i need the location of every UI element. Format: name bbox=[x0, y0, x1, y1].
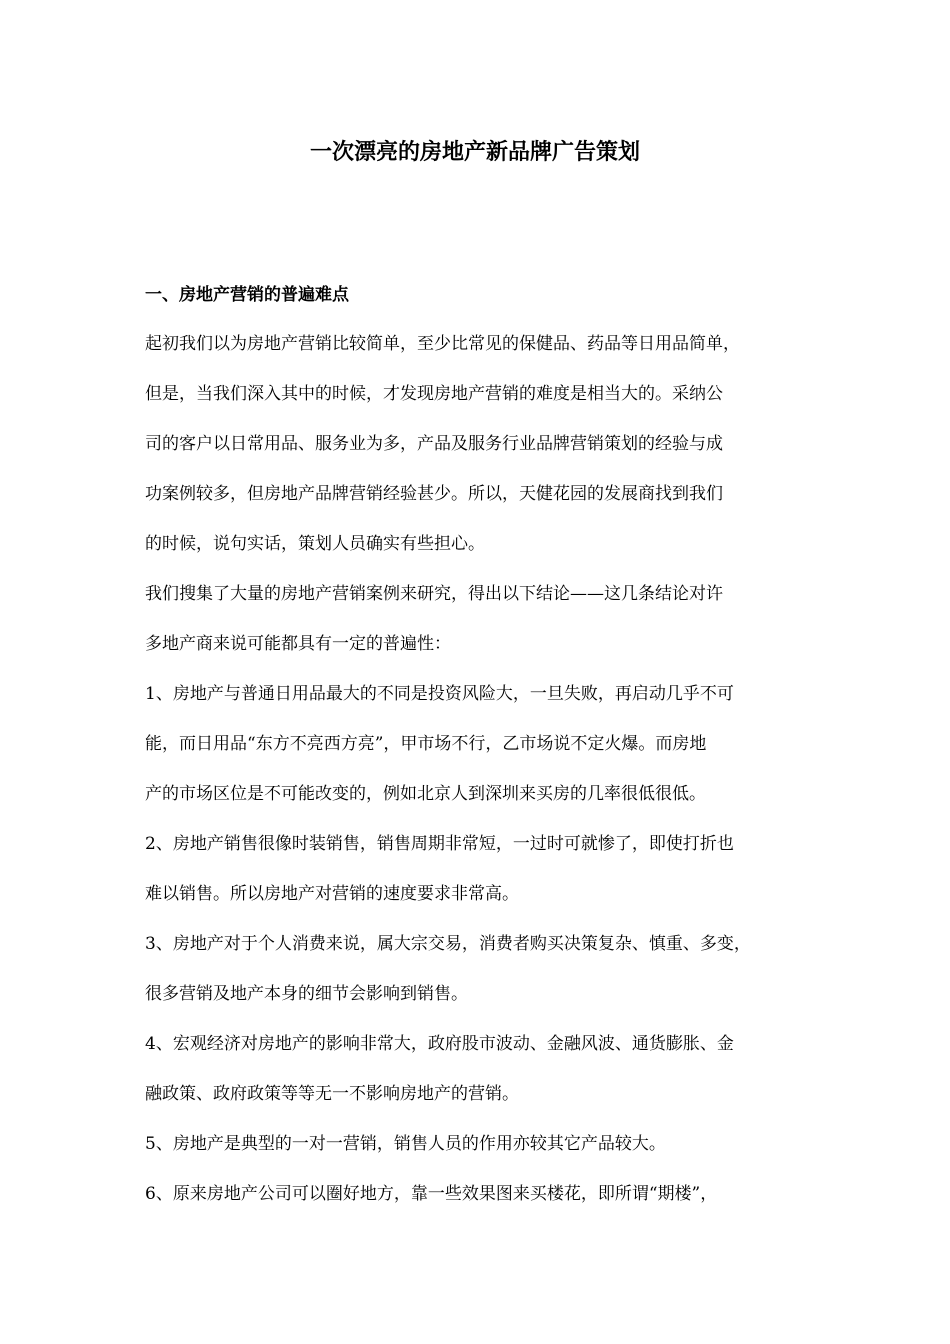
body-line: 难以销售。所以房地产对营销的速度要求非常高。 bbox=[145, 884, 519, 904]
body-line: 功案例较多，但房地产品牌营销经验甚少。所以，天健花园的发展商找到我们 bbox=[145, 484, 723, 504]
body-line: 我们搜集了大量的房地产营销案例来研究，得出以下结论——这几条结论对许 bbox=[145, 584, 723, 604]
body-line: 能，而日用品“东方不亮西方亮”，甲市场不行，乙市场说不定火爆。而房地 bbox=[145, 734, 707, 754]
body-line: 融政策、政府政策等等无一不影响房地产的营销。 bbox=[145, 1084, 519, 1104]
body-line: 起初我们以为房地产营销比较简单，至少比常见的保健品、药品等日用品简单， bbox=[145, 334, 740, 354]
body-line: 司的客户以日常用品、服务业为多，产品及服务行业品牌营销策划的经验与成 bbox=[145, 434, 723, 454]
body-line: 多地产商来说可能都具有一定的普遍性： bbox=[145, 634, 451, 654]
body-line: 很多营销及地产本身的细节会影响到销售。 bbox=[145, 984, 468, 1004]
body-line: 的时候，说句实话，策划人员确实有些担心。 bbox=[145, 534, 485, 554]
body-line: 1、房地产与普通日用品最大的不同是投资风险大，一旦失败，再启动几乎不可 bbox=[145, 684, 734, 704]
body-line: 5、房地产是典型的一对一营销，销售人员的作用亦较其它产品较大。 bbox=[145, 1134, 666, 1154]
body-line: 6、原来房地产公司可以圈好地方，靠一些效果图来买楼花，即所谓“期楼”， bbox=[145, 1184, 718, 1204]
body-line: 但是，当我们深入其中的时候，才发现房地产营销的难度是相当大的。采纳公 bbox=[145, 384, 723, 404]
document-title: 一次漂亮的房地产新品牌广告策划 bbox=[309, 139, 640, 165]
body-line: 产的市场区位是不可能改变的，例如北京人到深圳来买房的几率很低很低。 bbox=[145, 784, 706, 804]
body-line: 3、房地产对于个人消费来说，属大宗交易，消费者购买决策复杂、慎重、多变， bbox=[145, 934, 751, 954]
body-line: 2、房地产销售很像时装销售，销售周期非常短，一过时可就惨了，即使打折也 bbox=[145, 834, 734, 854]
section-heading: 一、房地产营销的普遍难点 bbox=[145, 285, 349, 305]
body-line: 4、宏观经济对房地产的影响非常大，政府股市波动、金融风波、通货膨胀、金 bbox=[145, 1034, 734, 1054]
